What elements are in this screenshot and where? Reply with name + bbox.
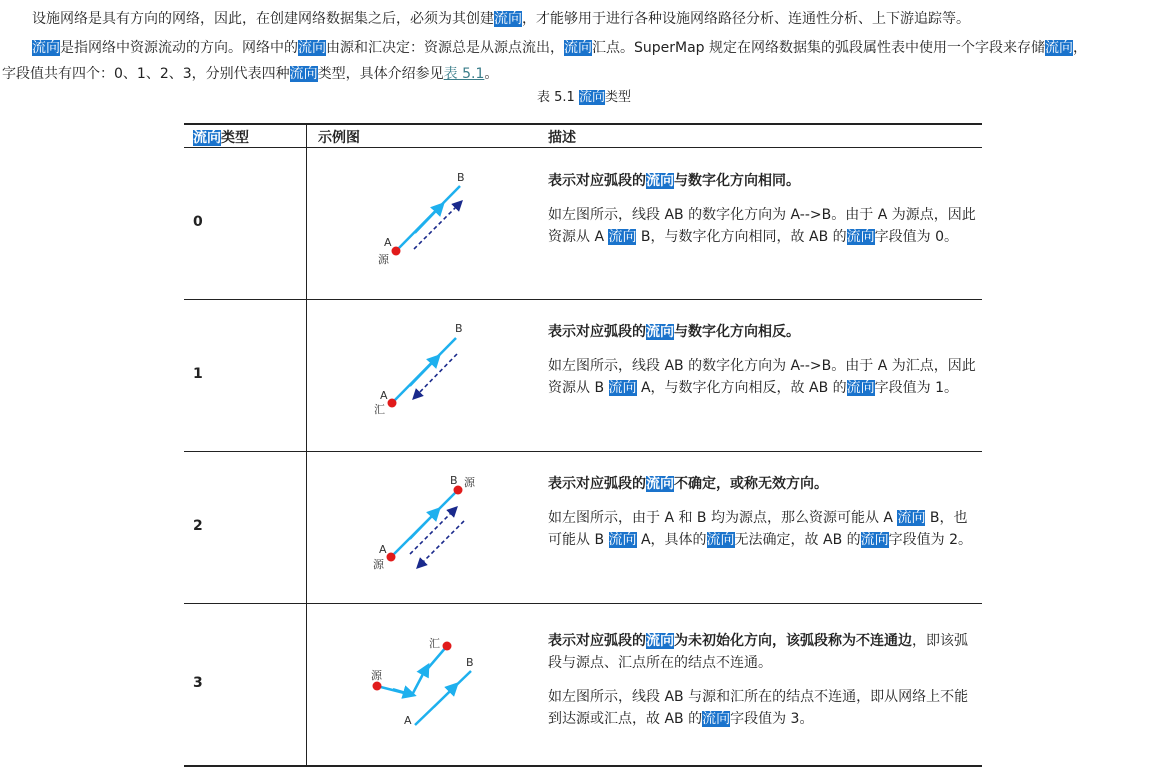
digitize-arrow [434,687,454,707]
table-top-rule [184,123,982,125]
table-header-rule [184,147,982,148]
row-divider [184,451,982,452]
digitize-arrow [410,512,436,539]
flow-figure-3 [360,616,490,736]
label-a: A [404,714,412,727]
label-source-a: 源 [373,558,384,571]
highlight-term: 流向 [494,11,522,27]
digitize-arrow [410,359,436,386]
label-sink: 汇 [374,403,385,416]
flow-arrow [416,354,457,396]
intro-paragraph-1: 设施网络是具有方向的网络，因此，在创建网络数据集之后，必须为其创建流向，才能够用于进行各种设施网络路径分析、连通性分析、上下游追踪等。 [32,11,970,27]
digitize-arrow [415,207,440,233]
label-b: B [466,656,474,669]
row-description: 表示对应弧段的流向不确定，或称无效方向。 如左图所示，由于 A 和 B 均为源点，那么资源可能从 A 流向 B，也可能从 B 流向 A，具体的流向无法确定，故 AB 的流向字段值为 2。 [548,476,972,548]
highlight-term: 流向 [578,90,605,105]
flow-arrow-backward [420,521,464,565]
label-a: A [379,543,387,556]
row-divider [184,299,982,300]
highlight-term: 流向 [32,40,60,56]
row-description: 表示对应弧段的流向与数字化方向相反。 如左图所示，线段 AB 的数字化方向为 A-->B。由于 A 为汇点，因此资源从 B 流向 A，与数字化方向相反，故 AB 的流向字段值为 1。 [548,324,976,396]
table-caption: 表 5.1 流向类型 [537,90,631,105]
node-a [387,553,396,562]
flow-figure-1 [360,312,490,427]
row-code: 2 [193,518,203,534]
table-bottom-rule [184,765,982,767]
label-b: B [450,474,458,487]
node-a [388,399,397,408]
row-code: 3 [193,675,203,691]
highlight-term: 流向 [1045,40,1074,56]
path-arrow-2 [415,669,426,689]
row-description: 表示对应弧段的流向为未初始化方向，该弧段称为不连通边，即该弧段与源点、汇点所在的结点不连通。 如左图所示，线段 AB 与源和汇所在的结点不连通，即从网络上不能到达源或汇点，故 AB 的流向字段值为 3。 [548,633,969,727]
row-divider [184,603,982,604]
highlight-term: 流向 [564,40,592,56]
row-code: 1 [193,366,203,382]
label-source: 源 [378,253,389,266]
label-source-b: 源 [464,476,475,489]
highlight-term: 流向 [289,66,318,82]
source-sink-path [377,646,447,695]
label-b: B [457,171,465,184]
sink-node [443,642,452,651]
column-divider [306,125,307,766]
node-a [392,247,401,256]
highlight-term: 流向 [298,40,326,56]
label-source: 源 [371,669,382,682]
table-reference-link[interactable]: 表 5.1 [443,66,485,82]
header-description: 描述 [548,130,576,146]
flow-figure-2 [360,464,500,579]
label-sink: 汇 [429,637,440,650]
header-flow-type: 流向类型 [193,130,249,146]
intro-paragraph-3: 字段值共有四个：0、1、2、3，分别代表四种流向类型，具体介绍参见表 5.1。 [2,66,499,82]
row-description: 表示对应弧段的流向与数字化方向相同。 如左图所示，线段 AB 的数字化方向为 A-->B。由于 A 为源点，因此资源从 A 流向 B，与数字化方向相同，故 AB 的流向字段值为 0。 [548,173,976,245]
intro-paragraph-2: 流向是指网络中资源流动的方向。网络中的流向由源和汇决定：资源总是从源点流出，流向汇点。SuperMap 规定在网络数据集的弧段属性表中使用一个字段来存储流向， [32,40,1088,56]
label-b: B [455,322,463,335]
label-a: A [384,236,392,249]
row-code: 0 [193,214,203,230]
source-node [373,682,382,691]
flow-figure-0 [360,160,490,275]
label-a: A [380,389,388,402]
header-example: 示例图 [318,130,360,146]
